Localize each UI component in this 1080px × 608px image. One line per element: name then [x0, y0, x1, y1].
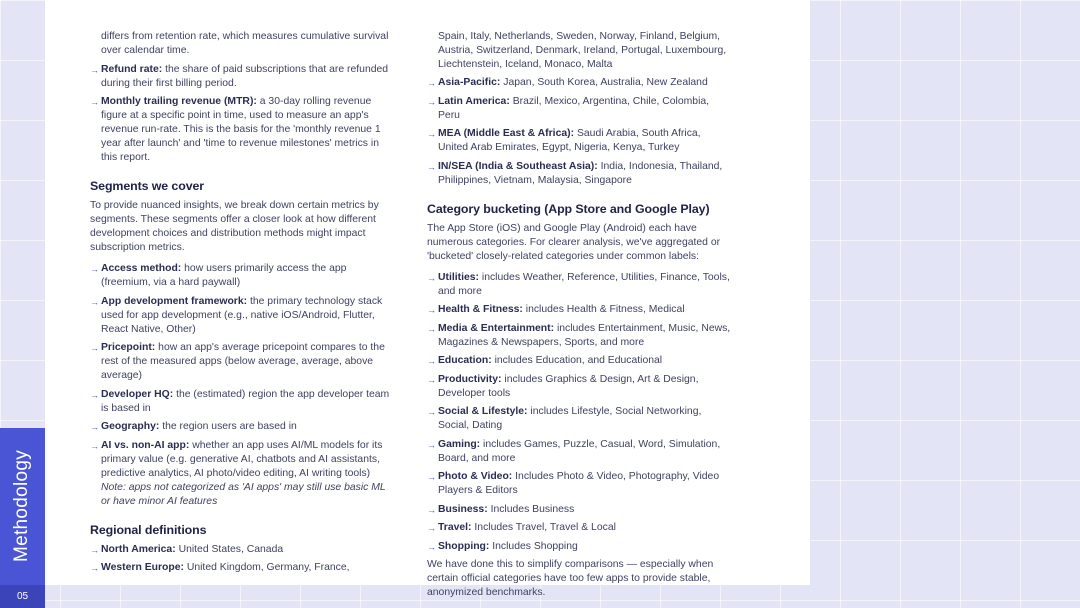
list-item: → IN/SEA (India & Southeast Asia): India, Indonesia, Thailand, Philippines, Vietnam, Malaysia, Singapore: [427, 160, 723, 186]
segments-intro: To provide nuanced insights, we break down certain metrics by segments. These segments offer a closer look at how different development choices and distribution methods might impact subscription metrics.: [90, 200, 379, 253]
arrow-right-icon: →: [427, 129, 436, 139]
arrow-right-icon: →: [427, 374, 436, 385]
list-item: → Utilities: includes Weather, Reference, Utilities, Finance, Tools, and more: [427, 271, 730, 297]
list-item: → AI vs. non-AI app: whether an app uses AI/ML models for its primary value (e.g. generative AI, chatbots and AI assistants, predictive analytics, AI photo/video editing, AI writing tools) Note: apps not categorized as 'AI apps' may still use basic ML or have minor AI features: [90, 439, 386, 507]
list-item: → Geography: the region users are based in: [90, 421, 297, 432]
intro-continuation: differs from retention rate, which measures cumulative survival over calendar time.: [101, 31, 389, 56]
arrow-right-icon: →: [90, 422, 99, 432]
arrow-right-icon: →: [427, 305, 436, 315]
segments-heading: Segments we cover: [90, 179, 204, 193]
list-item: → Access method: how users primarily access the app (freemium, via a hard paywall): [90, 263, 347, 288]
list-item: → Refund rate: the share of paid subscriptions that are refunded during their first billing period.: [90, 63, 389, 89]
arrow-right-icon: →: [427, 96, 436, 107]
right-column: [427, 30, 732, 607]
list-item: → Education: includes Education, and Educational: [427, 355, 663, 366]
regional-heading: Regional definitions: [90, 522, 207, 537]
arrow-right-icon: →: [90, 343, 99, 353]
ai-note: Note: apps not categorized as 'AI apps' may still use basic ML or have minor AI features: [101, 481, 386, 507]
arrow-right-icon: →: [427, 161, 436, 172]
list-item: → Developer HQ: the (estimated) region the app developer team is based in: [90, 388, 390, 414]
arrow-right-icon: →: [90, 544, 99, 555]
list-item: → Travel: Includes Travel, Travel & Local: [427, 522, 616, 533]
segments-list: [90, 262, 390, 509]
list-item: → Pricepoint: how an app's average pricepoint compares to the rest of the measured apps (below average, average, above average): [90, 342, 385, 381]
metrics-list: [90, 63, 390, 166]
page-content: [45, 0, 810, 598]
arrow-right-icon: →: [427, 272, 436, 283]
arrow-right-icon: →: [90, 296, 99, 307]
arrow-right-icon: →: [427, 504, 436, 515]
left-column: [90, 30, 390, 580]
list-item: → App development framework: the primary technology stack used for app development (e.g., native iOS/Android, Flutter, React Native, Other): [90, 295, 383, 335]
category-heading: Category bucketing (App Store and Google Play): [427, 201, 710, 216]
list-item: → Photo & Video: Includes Photo & Video, Photography, Video Players & Editors: [427, 471, 720, 496]
list-item: → Media & Entertainment: includes Entertainment, Music, News, Magazines & Newspapers, Sports, and more: [427, 322, 731, 348]
arrow-right-icon: →: [90, 389, 99, 400]
arrow-right-icon: →: [427, 472, 436, 482]
list-item: → Gaming: includes Games, Puzzle, Casual, Word, Simulation, Board, and more: [427, 438, 721, 464]
arrow-right-icon: →: [90, 64, 99, 75]
regions-list: [427, 76, 732, 188]
arrow-right-icon: →: [427, 323, 436, 334]
category-list: [427, 271, 732, 554]
list-item: → Monthly trailing revenue (MTR): a 30-day rolling revenue figure at a specific point in time, used to measure an app's revenue run-rate. This is the basis for the 'monthly revenue 1 year after launch' and 'time to revenue milestones' metrics in this report.: [90, 96, 381, 163]
list-item: → Shopping: Includes Shopping: [427, 540, 578, 552]
arrow-right-icon: →: [427, 523, 436, 533]
western-europe-continuation: Spain, Italy, Netherlands, Sweden, Norway, Finland, Belgium, Austria, Switzerland, Denmark, Ireland, Portugal, Luxembourg, Liechtenstein, Iceland, Monaco, Malta: [438, 31, 727, 70]
section-label: Methodology: [11, 449, 32, 563]
arrow-right-icon: →: [90, 440, 99, 451]
category-intro: The App Store (iOS) and Google Play (Android) each have numerous categories. For clearer analysis, we've aggregated or 'bucketed' closely-related categories under common labels:: [427, 222, 721, 262]
regional-list: [90, 543, 390, 576]
list-item: → North America: United States, Canada: [90, 543, 284, 555]
category-outro: We have done this to simplify comparisons — especially when certain official categories have too few apps to provide stable, anonymized benchmarks.: [427, 559, 714, 598]
list-item: → Asia-Pacific: Japan, South Korea, Australia, New Zealand: [427, 77, 708, 88]
list-item: → Productivity: includes Graphics & Design, Art & Design, Developer tools: [427, 373, 699, 399]
list-item: → Latin America: Brazil, Mexico, Argentina, Chile, Colombia, Peru: [427, 95, 710, 121]
arrow-right-icon: →: [427, 541, 436, 552]
arrow-right-icon: →: [90, 563, 99, 573]
arrow-right-icon: →: [427, 356, 436, 366]
list-item: → MEA (Middle East & Africa): Saudi Arabia, South Africa, United Arab Emirates, Egypt, Nigeria, Kenya, Turkey: [427, 128, 701, 153]
arrow-right-icon: →: [90, 97, 99, 107]
arrow-right-icon: →: [427, 439, 436, 450]
arrow-right-icon: →: [427, 78, 436, 88]
page-number: 05: [0, 585, 45, 608]
list-item: → Business: Includes Business: [427, 503, 575, 515]
list-item: → Western Europe: United Kingdom, Germany, France,: [90, 562, 350, 573]
arrow-right-icon: →: [427, 407, 436, 417]
list-item: → Social & Lifestyle: includes Lifestyle, Social Networking, Social, Dating: [427, 406, 702, 431]
arrow-right-icon: →: [90, 264, 99, 274]
list-item: → Health & Fitness: includes Health & Fitness, Medical: [427, 304, 685, 315]
